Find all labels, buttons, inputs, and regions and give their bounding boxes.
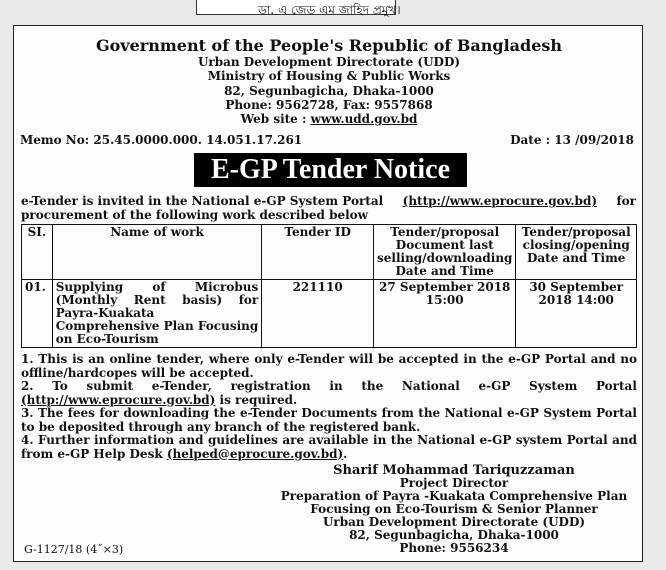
- note-2-word: System: [529, 379, 578, 393]
- org-name: Government of the People's Republic of Bangladesh: [95, 36, 563, 55]
- signature-block: [244, 464, 664, 555]
- signatory-project-line2: Focusing on Eco-Tourism & Senior Planner: [310, 502, 598, 516]
- note-2-line2: [21, 394, 637, 408]
- header-address: 82, Segunbagicha, Dhaka-1000: [224, 84, 434, 98]
- signatory-address: 82, Segunbagicha, Dhaka-1000: [349, 528, 559, 542]
- intro-end: for: [616, 194, 636, 208]
- note-2-end: is required.: [215, 392, 298, 407]
- website-line: [14, 112, 644, 126]
- note-2-word: submit: [86, 379, 134, 393]
- table-row: [22, 280, 637, 348]
- header-doc-selling: Tender/proposal Document last selling/downloading Date and Time: [374, 225, 516, 280]
- signatory-name: Sharif Mohammad Tariquzzaman: [333, 463, 575, 478]
- ministry-name: Ministry of Housing & Public Works: [207, 69, 451, 83]
- note-4-end: .: [343, 446, 348, 461]
- signatory-phone: Phone: 9556234: [399, 541, 509, 555]
- table-header-row: [22, 225, 637, 280]
- note-2-line1: [21, 380, 637, 394]
- note-3: 3. The fees for downloading the e-Tender Documents from the National e-GP System Portal to be deposited through any branch of the registered bank.: [21, 406, 637, 434]
- signatory-directorate: Urban Development Directorate (UDD): [322, 515, 586, 529]
- tender-table: [21, 224, 637, 348]
- note-2-word: the: [361, 379, 384, 393]
- portal-link[interactable]: (http://www.eprocure.gov.bd): [402, 194, 598, 208]
- notice-title: E-GP Tender Notice: [194, 153, 467, 187]
- tender-notice: [13, 25, 643, 562]
- note-2-word: 2.: [21, 379, 34, 393]
- website-label: Web site :: [240, 112, 311, 126]
- header-name-of-work: Name of work: [52, 225, 262, 280]
- notes-section: [21, 353, 637, 461]
- note-2-word: registration: [230, 379, 311, 393]
- cell-doc-selling: 27 September 2018 15:00: [374, 280, 516, 348]
- intro-line2: procurement of the following work described below: [21, 208, 369, 222]
- note-2-word: in: [329, 379, 343, 393]
- newspaper-top-strip: [0, 0, 666, 22]
- note-1: 1. This is an online tender, where only e-Tender will be accepted in the e-GP Portal and no offline/hardcopes will be accepted.: [21, 352, 637, 380]
- cell-sl: 01.: [22, 280, 53, 348]
- helpdesk-email-link[interactable]: (helped@eprocure.gov.bd): [166, 446, 344, 461]
- intro-start: e-Tender is invited in the National e-GP System Portal: [21, 194, 384, 208]
- note-4-text: 4. Further information and guidelines are available in the National e-GP system Portal and from e-GP Help Desk: [21, 433, 637, 461]
- intro-paragraph: [21, 194, 636, 222]
- header-sl: SI.: [22, 225, 53, 280]
- header-tender-id: Tender ID: [262, 225, 374, 280]
- gov-ad-reference: G-1127/18 (4˝×3): [24, 543, 124, 556]
- note-2-word: e-Tender,: [151, 379, 212, 393]
- note-2-word: To: [52, 379, 68, 393]
- note-2-word: National: [401, 379, 460, 393]
- header-phone-fax: Phone: 9562728, Fax: 9557868: [225, 98, 433, 112]
- note-2-word: e-GP: [478, 379, 511, 393]
- note-2-word: Portal: [595, 379, 637, 393]
- note-2-portal-link[interactable]: (http://www.eprocure.gov.bd): [21, 392, 216, 407]
- cell-tender-id: 221110: [262, 280, 374, 348]
- notice-date: Date : 13 /09/2018: [510, 133, 634, 147]
- note-4: [21, 434, 637, 461]
- memo-number: Memo No: 25.45.0000.000. 14.051.17.261: [20, 133, 303, 147]
- signatory-project-line1: Preparation of Payra -Kuakata Comprehensive Plan: [280, 489, 628, 503]
- header-closing: Tender/proposal closing/opening Date and Time: [516, 225, 637, 280]
- cell-closing: 30 September 2018 14:00: [516, 280, 637, 348]
- cell-name-of-work: Supplying of Microbus (Monthly Rent basis) for Payra-Kuakata Comprehensive Plan Focusing on Eco-Tourism: [52, 280, 262, 348]
- directorate-name: Urban Development Directorate (UDD): [197, 55, 461, 69]
- previous-article-text: ডা. এ জেড এম জাহিদ প্রমুখ।: [258, 3, 401, 17]
- signatory-title: Project Director: [399, 476, 509, 490]
- website-link[interactable]: www.udd.gov.bd: [310, 112, 418, 126]
